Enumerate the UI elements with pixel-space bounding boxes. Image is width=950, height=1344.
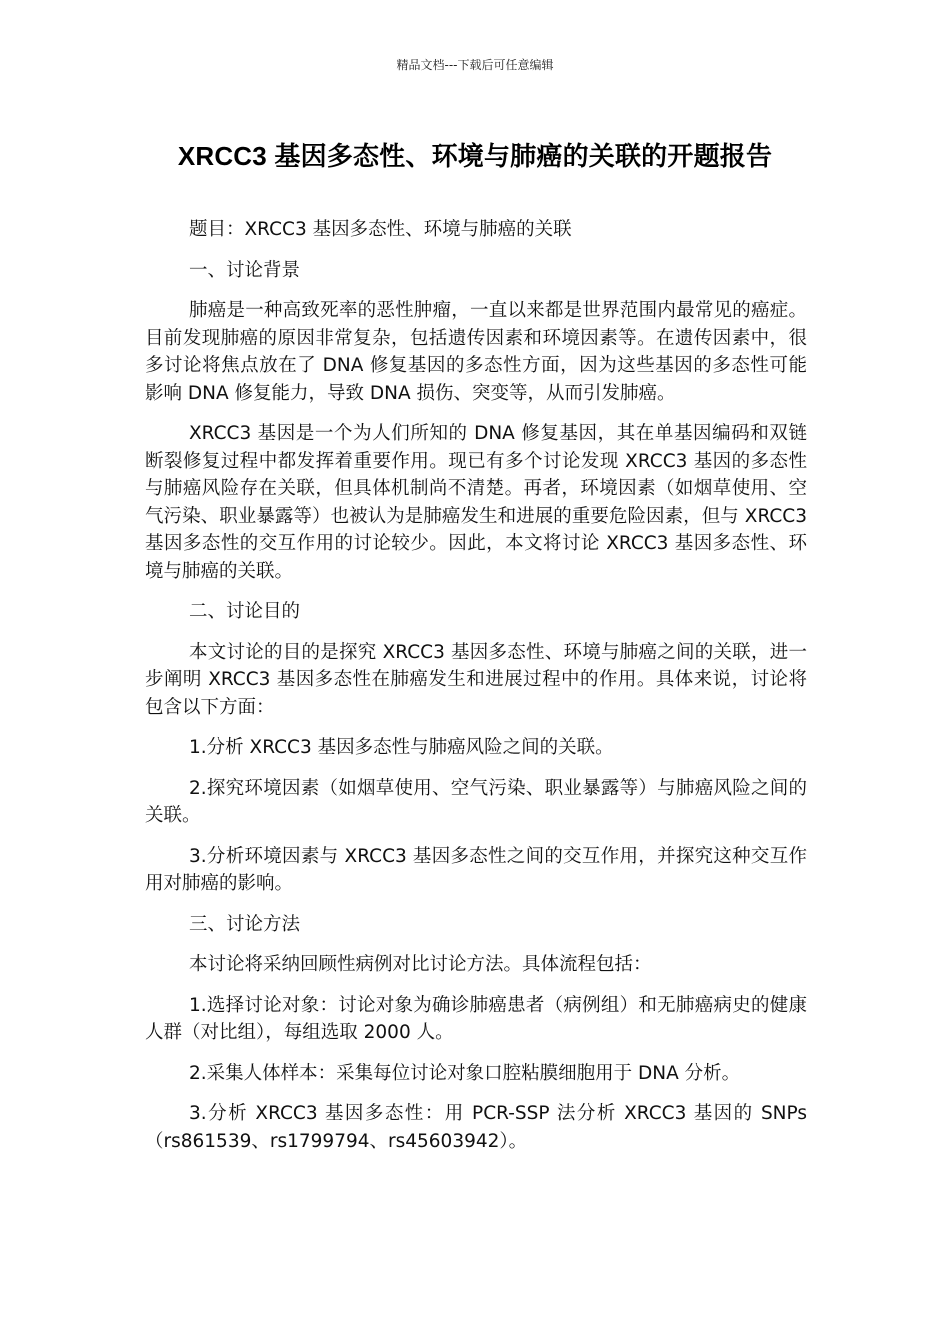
purpose-item-2: 2.探究环境因素（如烟草使用、空气污染、职业暴露等）与肺癌风险之间的关联。 (145, 777, 807, 826)
methods-item-1: 1.选择讨论对象：讨论对象为确诊肺癌患者（病例组）和无肺癌病史的健康人群（对比组），每组选取 2000 人。 (145, 994, 807, 1043)
header-note: 精品文档---下载后可任意编辑 (396, 58, 554, 72)
background-paragraph-1: 肺癌是一种高致死率的恶性肿瘤，一直以来都是世界范围内最常见的癌症。目前发现肺癌的原因非常复杂，包括遗传因素和环境因素等。在遗传因素中，很多讨论将焦点放在了 DNA 修复基因的多态性方面，因为这些基因的多态性可能影响 DNA 修复能力，导致 DNA 损伤、突变等，从而引发肺癌。 (145, 300, 807, 404)
purpose-item-1: 1.分析 XRCC3 基因多态性与肺癌风险之间的关联。 (189, 737, 614, 758)
section-heading-background: 一、讨论背景 (189, 259, 301, 281)
purpose-paragraph: 本文讨论的目的是探究 XRCC3 基因多态性、环境与肺癌之间的关联，进一步阐明 XRCC3 基因多态性在肺癌发生和进展过程中的作用。具体来说，讨论将包含以下方面： (145, 641, 807, 718)
purpose-item-3: 3.分析环境因素与 XRCC3 基因多态性之间的交互作用，并探究这种交互作用对肺癌的影响。 (145, 845, 807, 894)
document-title: XRCC3 基因多态性、环境与肺癌的关联的开题报告 (177, 141, 773, 171)
document-body (145, 216, 807, 1168)
methods-item-2: 2.采集人体样本：采集每位讨论对象口腔粘膜细胞用于 DNA 分析。 (189, 1062, 741, 1084)
section-heading-purpose: 二、讨论目的 (189, 601, 301, 622)
topic-line: 题目：XRCC3 基因多态性、环境与肺癌的关联 (189, 219, 572, 240)
methods-intro: 本讨论将采纳回顾性病例对比讨论方法。具体流程包括： (189, 954, 652, 975)
background-paragraph-2: XRCC3 基因是一个为人们所知的 DNA 修复基因，其在单基因编码和双链断裂修复过程中都发挥着重要作用。现已有多个讨论发现 XRCC3 基因的多态性与肺癌风险存在关联，但具体机制尚不清楚。再者，环境因素（如烟草使用、空气污染、职业暴露等）也被认为是肺癌发生和进展的重要危险因素，但与 XRCC3 基因多态性的交互作用的讨论较少。因此，本文将讨论 XRCC3 基因多态性、环境与肺癌的关联。 (145, 423, 807, 582)
section-heading-methods: 三、讨论方法 (189, 913, 301, 935)
methods-item-3: 3.分析 XRCC3 基因多态性：用 PCR-SSP 法分析 XRCC3 基因的 SNPs（rs861539、rs1799794、rs45603942）。 (145, 1103, 807, 1152)
